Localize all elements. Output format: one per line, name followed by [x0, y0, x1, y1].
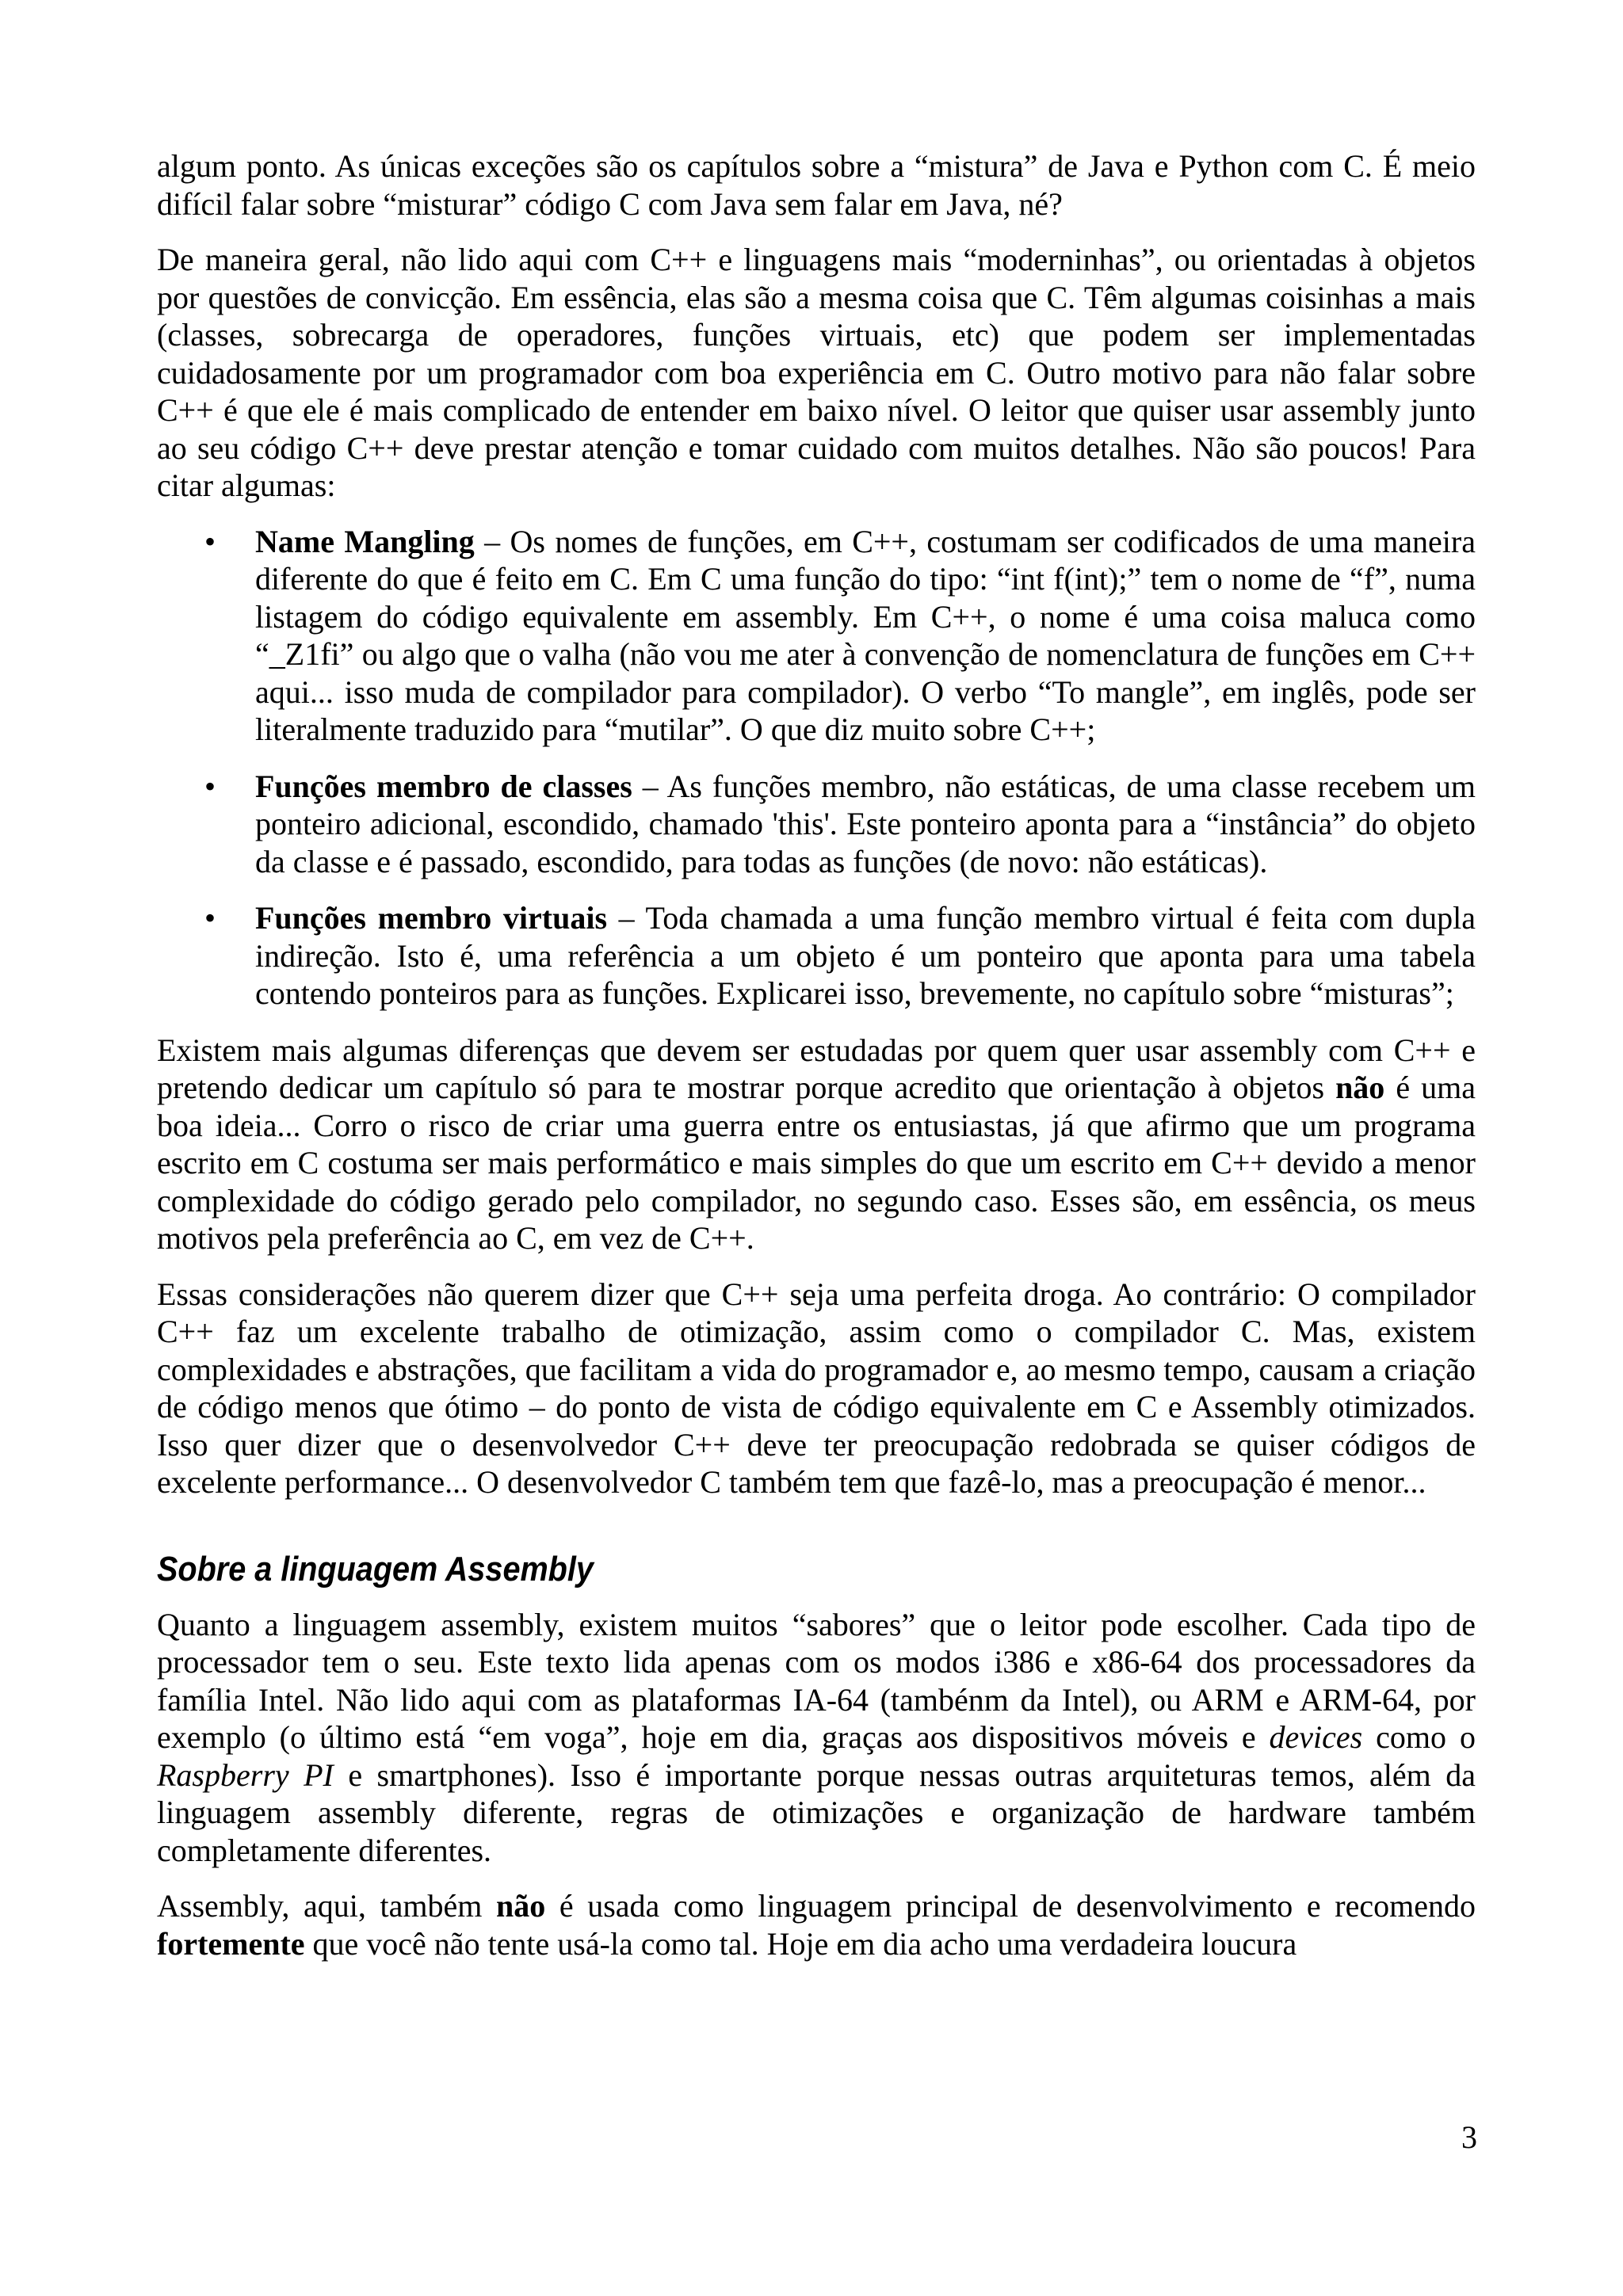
paragraph-cpp-intro: De maneira geral, não lido aqui com C++ e linguagens mais “moderninhas”, ou orientadas à objetos por questões de convicção. Em essência, elas são a mesma coisa que C. Têm algumas coisinhas a mais (classes, sobrecarga de operadores, funções virtuais, etc) que podem ser implementadas cuidadosamente por um programador com boa experiência em C. Outro motivo para não falar sobre C++ é que ele é mais complicado de entender em baixo nível. O leitor que quiser usar assembly junto ao seu código C++ deve prestar atenção e tomar cuidado com muitos detalhes. Não são poucos! Para citar algumas: [157, 242, 1476, 503]
list-item-text: – As funções membro, não estáticas, de uma classe recebem um ponteiro adicional, escondido, chamado 'this'. Este ponteiro aponta para a “instância” do objeto da classe e é passado, escondido, para todas as funções (de novo: não estáticas). [255, 768, 1476, 879]
emphasis-italic: devices [1269, 1719, 1363, 1755]
list-item-term: Funções membro virtuais [255, 900, 608, 936]
paragraph-text: Quanto a linguagem assembly, existem muitos “sabores” que o leitor pode escolher. Cada tipo de processador tem o seu. Este texto lida apenas com os modos i386 e x86-64 dos processadores da família Intel. Não lido aqui com as plataformas IA-64 (tambénm da Intel), ou ARM e ARM-64, por exemplo (o último está “em voga”, hoje em dia, graças aos dispositivos móveis e [157, 1606, 1476, 1755]
cpp-details-list [157, 523, 1476, 1013]
document-page [157, 147, 1476, 1981]
list-item-virtual-functions [157, 899, 1476, 1013]
list-item-term: Funções membro de classes [255, 768, 632, 804]
paragraph-text: é usada como linguagem principal de desenvolvimento e recomendo [545, 1888, 1476, 1924]
paragraph-differences [157, 1032, 1476, 1257]
paragraph-java-python: algum ponto. As únicas exceções são os capítulos sobre a “mistura” de Java e Python com C. É meio difícil falar sobre “misturar” código C com Java sem falar em Java, né? [157, 148, 1476, 222]
paragraph-text: como o [1362, 1719, 1476, 1755]
paragraph-text: e smartphones). Isso é importante porque nessas outras arquiteturas temos, além da linguagem assembly diferente, regras de otimizações e organização de hardware também completamente diferentes. [157, 1756, 1476, 1868]
paragraph-assembly-usage [157, 1887, 1476, 1962]
bullet-icon: • [204, 768, 216, 804]
list-item-text: – Toda chamada a uma função membro virtual é feita com dupla indireção. Isto é, uma referência a um objeto é um ponteiro que aponta para uma tabela contendo ponteiros para as funções. Explicarei isso, brevemente, no capítulo sobre “misturas”; [255, 900, 1476, 1011]
section-heading: Sobre a linguagem Assembly [157, 1549, 594, 1589]
emphasis-bold: não [495, 1888, 546, 1924]
page-number: 3 [1461, 2119, 1477, 2155]
bullet-icon: • [204, 900, 216, 936]
paragraph-text: que você não tente usá-la como tal. Hoje em dia acho uma verdadeira loucura [304, 1925, 1297, 1962]
emphasis-bold: fortemente [157, 1925, 305, 1962]
paragraph-text: é uma boa ideia... Corro o risco de criar uma guerra entre os entusiastas, já que afirmo que um programa escrito em C costuma ser mais performático e mais simples do que um escrito em C++ devido a menor complexidade do código gerado pelo compilador, no segundo caso. Esses são, em essência, os meus motivos pela preferência ao C, em vez de C++. [157, 1070, 1476, 1256]
list-item-member-functions [157, 768, 1476, 881]
emphasis-bold: não [1335, 1070, 1385, 1105]
paragraph-text: Existem mais algumas diferenças que devem ser estudadas por quem quer usar assembly com C++ e pretendo dedicar um capítulo só para te mostrar porque acredito que orientação à objetos [157, 1032, 1476, 1105]
emphasis-italic: Raspberry PI [157, 1756, 334, 1793]
list-item-name-mangling [157, 523, 1476, 749]
list-item-term: Name Mangling [255, 523, 475, 559]
paragraph-text: Assembly, aqui, também [157, 1888, 496, 1924]
paragraph-considerations: Essas considerações não querem dizer que C++ seja uma perfeita droga. Ao contrário: O compilador C++ faz um excelente trabalho de otimização, assim como o compilador C. Mas, existem complexidades e abstrações, que facilitam a vida do programador e, ao mesmo tempo, causam a criação de código menos que ótimo – do ponto de vista de código equivalente em C e Assembly otimizados. Isso quer dizer que o desenvolvedor C++ deve ter preocupação redobrada se quiser códigos de excelente performance... O desenvolvedor C também tem que fazê-lo, mas a preocupação é menor... [157, 1276, 1476, 1500]
list-item-text: – Os nomes de funções, em C++, costumam ser codificados de uma maneira diferente do que é feito em C. Em C uma função do tipo: “int f(int);” tem o nome de “f”, numa listagem do código equivalente em assembly. Em C++, o nome é uma coisa maluca como “_Z1fi” ou algo que o valha (não vou me ater à convenção de nomenclatura de funções em C++ aqui... isso muda de compilador para compilador). O verbo “To mangle”, em inglês, pode ser literalmente traduzido para “mutilar”. O que diz muito sobre C++; [255, 523, 1476, 747]
bullet-icon: • [204, 523, 216, 559]
paragraph-assembly-flavors [157, 1606, 1476, 1870]
